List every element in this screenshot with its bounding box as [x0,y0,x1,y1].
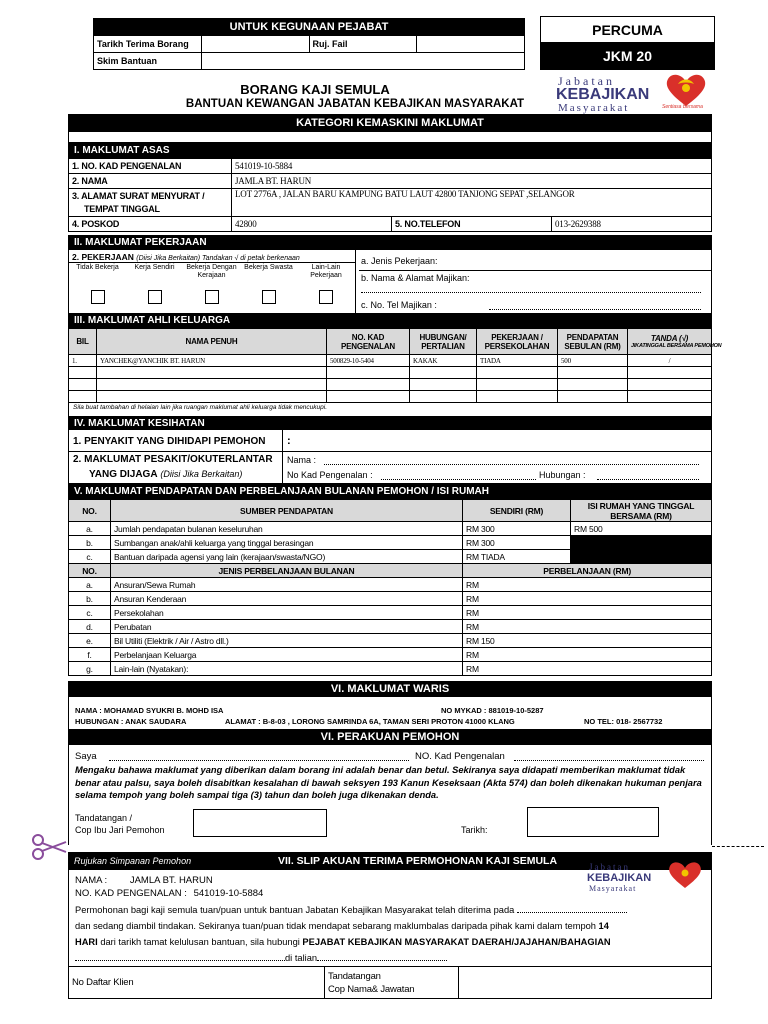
heart-emblem-icon [667,860,703,890]
signature-label: Tandatangan / Cop Ibu Jari Pemohon [75,813,165,835]
name-value[interactable]: JAMLA BT. HARUN [232,174,712,189]
signature-box[interactable] [193,809,327,837]
table-row: d. Perubatan RM [69,620,712,634]
illness-label: 1. PENYAKIT YANG DIHIDAPI PEMOHON [73,436,266,447]
address-label: 3. ALAMAT SURAT MENYURAT / TEMPAT TINGGAL [69,189,232,217]
slip-title: VII. SLIP AKUAN TERIMA PERMOHONAN KAJI SEMULA [278,855,558,867]
office-use-title: UNTUK KEGUNAAN PEJABAT [94,19,525,36]
heir-relation: HUBUNGAN : ANAK SAUDARA [75,717,187,726]
logo-tagline: Sentiasa Bersama [662,104,703,110]
declaration-text: Mengaku bahawa maklumat yang diberikan dalam borang ini adalah benar dan betul. Sekiranya saya didapati memberikan maklumat tidak benar atau palsu, saya boleh disabitkan kesalahan di bawah seksyen 193 Kanun Keseksaan (Akta 574) dan boleh dikenakan hukuman penjara selama tempoh yang boleh sampai tiga (3) tahun dan boleh juga dikenakan denda. [75,765,702,800]
declaration-box [68,745,712,845]
cut-line [712,846,764,847]
form-subtitle: BANTUAN KEWANGAN JABATAN KEBAJIKAN MASYARAKAT [185,98,525,110]
line[interactable] [514,760,704,761]
col-self: SENDIRI (RM) [463,500,571,522]
table-row: c. Bantuan daripada agensi yang lain (kerajaan/swasta/NGO) RM TIADA [69,550,712,564]
ic-label: 1. NO. KAD PENGENALAN [69,159,232,174]
date-received-label: Tarikh Terima Borang [94,36,202,53]
section-2-title: II. MAKLUMAT PEKERJAAN [68,235,712,250]
col-relation: HUBUNGAN/ PERTALIAN [410,329,477,355]
slip-box [68,862,712,968]
logo-line3: Masyarakat [558,102,630,114]
col-bil: BIL [69,329,97,355]
basic-info-table [68,158,712,232]
illness-colon[interactable]: : [287,435,291,447]
scheme-field[interactable] [201,53,524,70]
form-code: JKM 20 [540,43,715,70]
name-label: 2. NAMA [69,174,232,189]
health-box [68,430,712,484]
col-expense-rm: PERBELANJAAN (RM) [463,564,712,578]
line[interactable] [109,760,409,761]
phone-label: 5. NO.TELEFON [392,217,552,232]
declaration-title: VI. PERAKUAN PEMOHON [68,729,712,745]
family-note: Sila buat tambahan di helaian lain jika ruangan maklumat ahli keluarga tidak mencukupi. [73,404,328,411]
table-row: 1. YANCHEK@YANCHIK BT. HARUN 500829-10-5404 KAKAK TIADA 500 / [69,355,712,367]
section-6-title: VI. MAKLUMAT WARIS [68,681,712,697]
free-badge: PERCUMA [540,16,715,43]
divider [355,250,356,313]
file-ref-field[interactable] [417,36,525,53]
section-1-title: I. MAKLUMAT ASAS [68,142,712,158]
patient-label: 2. MAKLUMAT PESAKIT/OKUTERLANTAR [73,454,273,465]
address-value[interactable]: LOT 2776A , JALAN BARU KAMPUNG BATU LAUT 42800 TANJONG SEPAT ,SELANGOR [232,189,712,217]
slip-signature-field[interactable] [459,967,712,999]
opt-government: Bekerja Dengan Kerajaan [186,264,237,279]
table-row: a. Ansuran/Sewa Rumah RM [69,578,712,592]
slip-signature-label: Tandatangan Cop Nama& Jawatan [325,967,459,999]
table-row: c. Persekolahan RM [69,606,712,620]
phone-value[interactable]: 013-2629388 [552,217,712,232]
table-row: g. Lain-lain (Nyatakan): RM [69,662,712,676]
slip-logo-line3: Masyarakat [589,884,637,893]
table-row: b. Sumbangan anak/ahli keluarga yang tinggal berasingan RM 300 [69,536,712,550]
opt-other: Lain-Lain Pekerjaan [310,264,342,279]
col-household: ISI RUMAH YANG TINGGAL BERSAMA (RM) [571,500,712,522]
logo-line1: Jabatan [558,74,615,88]
patient-name-field[interactable]: Nama : [287,455,317,465]
job-options [69,264,355,280]
slip-footer-table [68,966,712,999]
section-4-title: IV. MAKLUMAT KESIHATAN [68,416,712,430]
table-row[interactable] [69,379,712,391]
checkbox-not-working[interactable] [91,290,105,304]
job-label-row: 2. PEKERJAAN (Diisi Jika Berkaitan) Tandakan √ di petak berkenaan [72,252,300,262]
slip-ref: Rujukan Simpanan Pemohon [74,856,192,866]
heart-emblem-icon [664,72,708,108]
table-row: a. Jumlah pendapatan bulanan keseluruhan RM 300 RM 500 [69,522,712,536]
col-source: SUMBER PENDAPATAN [111,500,463,522]
client-no-label[interactable]: No Daftar Klien [69,967,325,999]
slip-logo [587,862,707,900]
col-tick: TANDA (√) JIKATINGGAL BERSAMA PEMOHON [628,329,712,355]
scissors-icon [30,832,68,862]
phone-line [489,309,701,310]
divider [359,270,711,271]
spacer [68,132,712,142]
scheme-label: Skim Bantuan [94,53,202,70]
col-no: NO. [69,564,111,578]
job-checkboxes [69,290,355,306]
office-use-table [93,18,525,70]
col-expense: JENIS PERBELANJAAN BULANAN [111,564,463,578]
patient-relation-field[interactable]: Hubungan : [539,470,586,480]
col-income: PENDAPATAN SEBULAN (RM) [558,329,628,355]
patient-label-2: YANG DIJAGA (Diisi Jika Berkaitan) [89,469,243,480]
date-box[interactable] [527,807,659,837]
heir-box [68,697,712,729]
form-title: BORANG KAJI SEMULA [240,82,390,97]
section-3-title: III. MAKLUMAT AHLI KELUARGA [68,313,712,328]
logo-line2: KEBAJIKAN [556,86,650,103]
category-bar: KATEGORI KEMASKINI MAKLUMAT [68,114,712,132]
employer-phone-field[interactable]: c. No. Tel Majikan : [361,300,437,310]
opt-not-working: Tidak Bekerja [76,264,119,271]
slip-ic: NO. KAD PENGENALAN : 541019-10-5884 [75,888,264,899]
family-note-box [68,402,712,416]
checkbox-self-employed[interactable] [148,290,162,304]
job-type-field[interactable]: a. Jenis Pekerjaan: [361,256,438,266]
blacked-cell [571,550,712,564]
family-table [68,328,722,403]
line [381,479,536,480]
heir-address: ALAMAT : B-8-03 , LORONG SAMRINDA 6A, TAMAN SERI PROTON 41000 KLANG [225,717,515,726]
slip-logo-line2: KEBAJIKAN [587,872,652,884]
divider [282,430,283,484]
declaration-ic-label: NO. Kad Pengenalan [415,751,505,762]
ic-value[interactable]: 541019-10-5884 [232,159,712,174]
table-row: e. Bil Utiliti (Elektrik / Air / Astro dll.) RM 150 [69,634,712,648]
saya-label: Saya [75,751,97,762]
slip-logo-line1: Jabatan [589,862,630,872]
col-occupation: PEKERJAAN / PERSEKOLAHAN [477,329,558,355]
table-row[interactable] [69,391,712,403]
divider [69,262,355,263]
heir-mykad: NO MYKAD : 881019-10-5287 [441,706,544,715]
blacked-cell [571,536,712,550]
checkbox-private[interactable] [262,290,276,304]
checkbox-other[interactable] [319,290,333,304]
table-row: b. Ansuran Kenderaan RM [69,592,712,606]
slip-name: NAMA : JAMLA BT. HARUN [75,875,213,886]
line [597,479,699,480]
employment-box [68,250,712,313]
date-received-field[interactable] [201,36,309,53]
employer-field[interactable]: b. Nama & Alamat Majikan: [361,273,470,283]
section-5-title: V. MAKLUMAT PENDAPATAN DAN PERBELANJAAN BULANAN PEMOHON / ISI RUMAH [68,484,712,499]
opt-private: Bekerja Swasta [244,264,293,271]
col-no: NO. [69,500,111,522]
table-row: f. Perbelanjaan Keluarga RM [69,648,712,662]
date-label: Tarikh: [461,825,488,835]
income-table [68,499,712,676]
table-row[interactable] [69,367,712,379]
postcode-value[interactable]: 42800 [232,217,392,232]
line [324,464,699,465]
employer-line [361,292,701,293]
postcode-label: 4. POSKOD [69,217,232,232]
divider [69,451,711,452]
heir-name: NAMA : MOHAMAD SYUKRI B. MOHD ISA [75,706,224,715]
opt-self-employed: Kerja Sendiri [134,264,175,271]
col-name: NAMA PENUH [97,329,327,355]
file-ref-label: Ruj. Fail [309,36,417,53]
patient-ic-field[interactable]: No Kad Pengenalan : [287,470,373,480]
slip-text: Permohonan bagi kaji semula tuan/puan untuk bantuan Jabatan Kebajikan Masyarakat telah diterima pada dan sedang diambil tindakan. Sekiranya tuan/puan tidak mendapat sebarang maklumbalas daripada pihak kami dalam tempoh 14 HARI dari tarikh tamat kelulusan bantuan, sila hubungi PEJABAT KEBAJIKAN MASYARAKAT DAERAH/JAJAHAN/BAHAGIAN di talian [75,902,709,966]
col-ic: NO. KAD PENGENALAN [327,329,410,355]
jkm-logo [556,74,716,114]
heir-phone: NO TEL: 018- 2567732 [584,717,663,726]
checkbox-government[interactable] [205,290,219,304]
